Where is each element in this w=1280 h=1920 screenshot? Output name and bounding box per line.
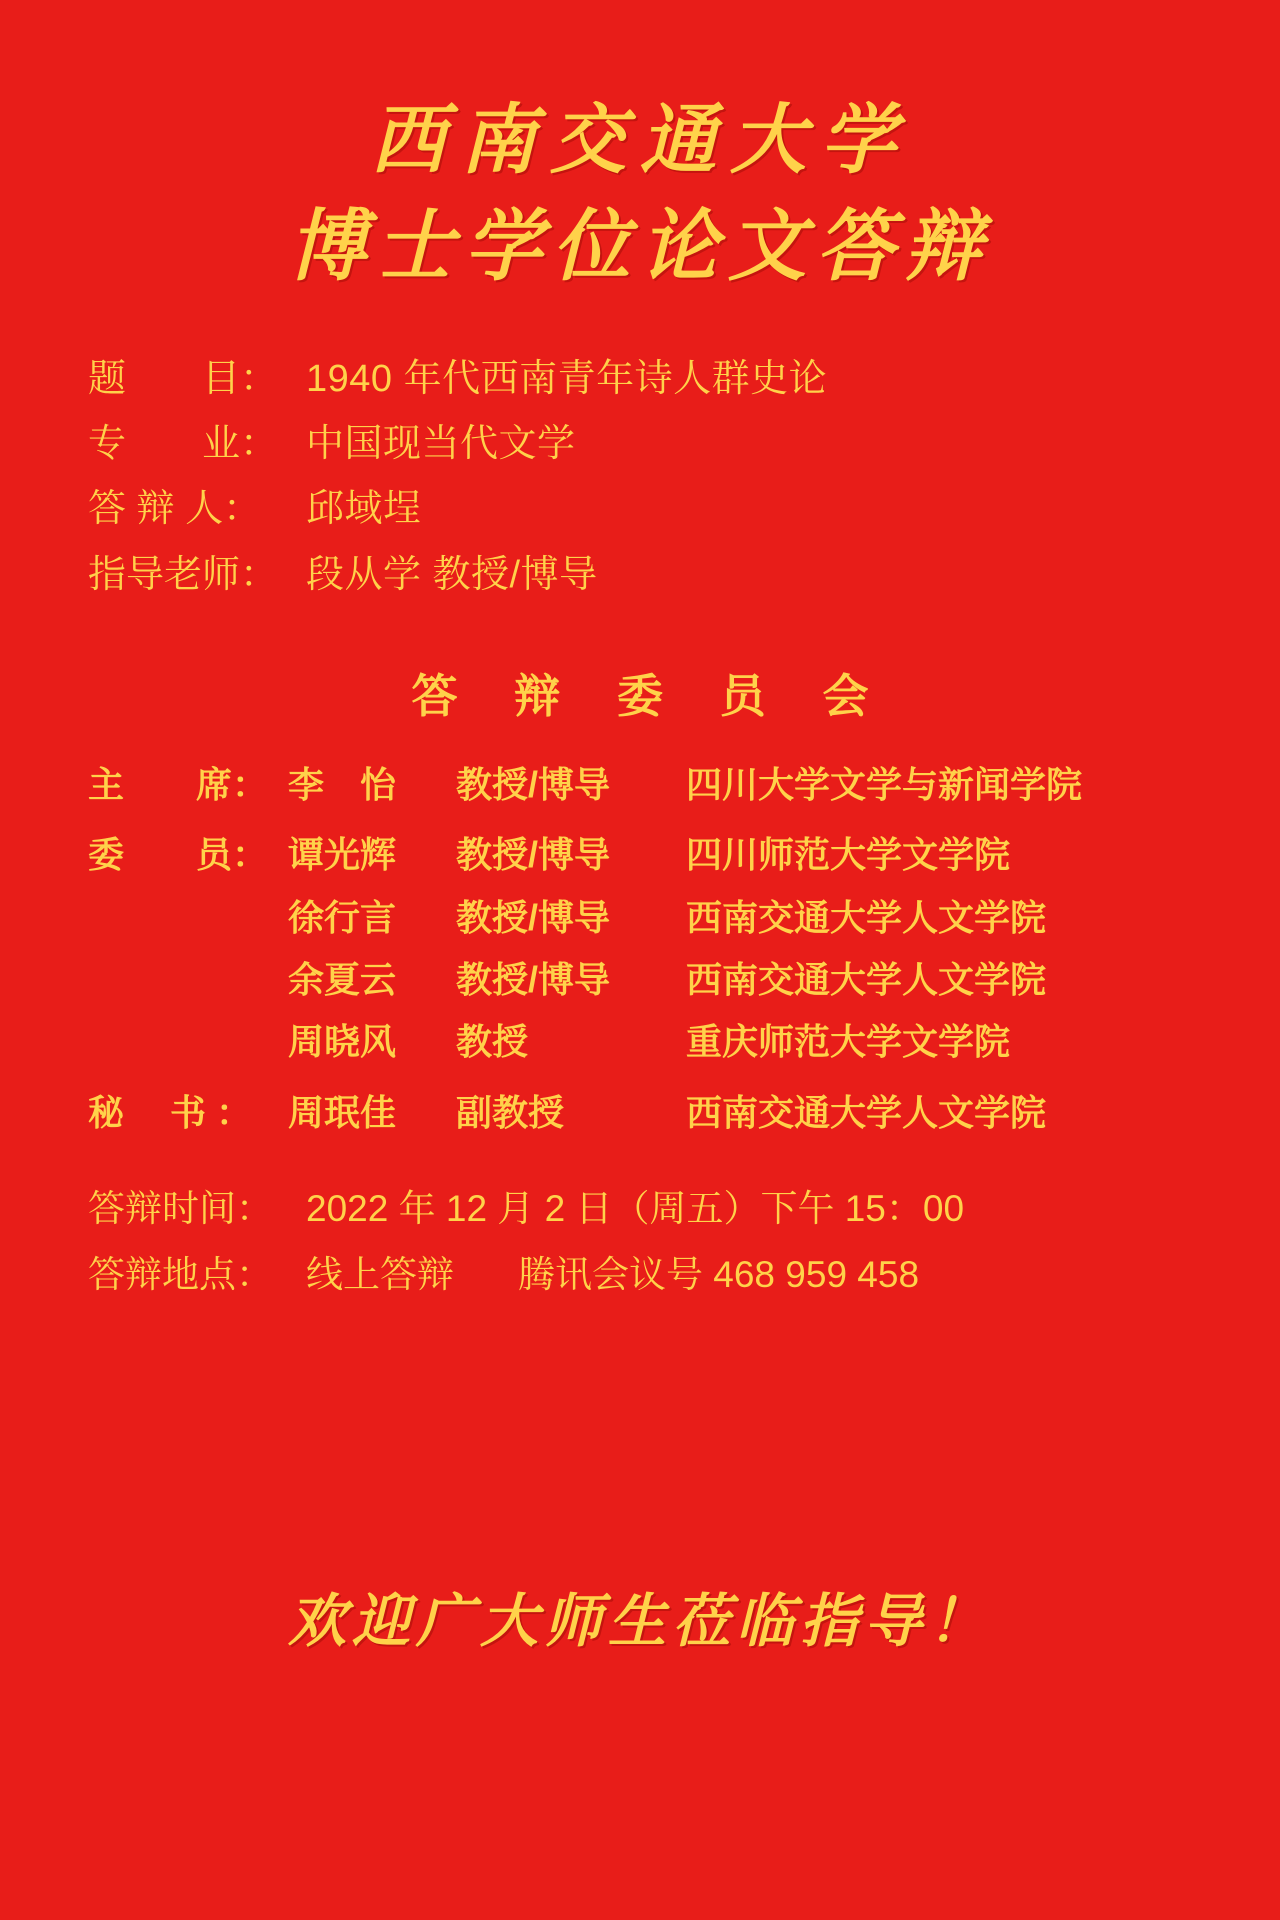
thesis-info-block	[88, 347, 1192, 608]
poster-title-block	[88, 0, 1192, 301]
info-row-major	[88, 412, 1192, 477]
committee-name-member-3: 余夏云	[288, 958, 397, 1000]
committee-rank-secretary: 副教授	[456, 1091, 565, 1133]
committee-rank-member-3: 教授/博导	[456, 958, 611, 1000]
committee-affiliation-member-2: 西南交通大学人文学院	[686, 896, 1047, 938]
committee-affiliation-member-3: 西南交通大学人文学院	[686, 958, 1047, 1000]
committee-list	[88, 756, 1192, 1142]
committee-name-chair: 李 怡	[288, 763, 397, 805]
committee-affiliation-member-1: 四川师范大学文学院	[686, 834, 1011, 876]
committee-row-member-2	[88, 889, 1192, 947]
info-label-advisor: 指导老师：	[88, 553, 279, 596]
schedule-label-place: 答辩地点：	[88, 1253, 273, 1295]
committee-row-secretary	[88, 1084, 1192, 1142]
committee-affiliation-secretary: 西南交通大学人文学院	[686, 1091, 1047, 1133]
schedule-row-place	[88, 1242, 1192, 1308]
schedule-label-time: 答辩时间：	[88, 1187, 273, 1229]
committee-heading: 答 辩 委 员 会	[411, 669, 891, 722]
info-label-candidate: 答 辩 人：	[88, 488, 262, 531]
committee-name-secretary: 周珉佳	[288, 1091, 397, 1133]
welcome-message: 欢迎广大师生莅临指导！	[287, 1587, 992, 1655]
committee-row-member-4	[88, 1013, 1192, 1071]
committee-name-member-2: 徐行言	[288, 896, 397, 938]
info-value-major: 中国现当代文学	[306, 422, 576, 465]
committee-name-member-1: 谭光辉	[288, 834, 397, 876]
committee-role-chair: 主 席：	[88, 763, 269, 805]
committee-affiliation-member-4: 重庆师范大学文学院	[686, 1021, 1011, 1063]
committee-role-member: 委 员：	[88, 834, 269, 876]
committee-affiliation-chair: 四川大学文学与新闻学院	[686, 763, 1083, 805]
committee-rank-chair: 教授/博导	[456, 763, 611, 805]
schedule-value-meeting-id: 腾讯会议号 468 959 458	[518, 1253, 920, 1295]
schedule-value-time: 2022 年 12 月 2 日（周五）下午 15：00	[306, 1187, 965, 1229]
info-label-major: 专 业：	[88, 422, 279, 465]
university-name: 西南交通大学	[370, 95, 910, 184]
poster-title: 博士学位论文答辩	[287, 200, 992, 292]
committee-rank-member-1: 教授/博导	[456, 834, 611, 876]
committee-row-member-1	[88, 826, 1192, 884]
info-row-topic	[88, 347, 1192, 412]
info-row-candidate	[88, 477, 1192, 542]
committee-rank-member-4: 教授	[456, 1021, 529, 1063]
committee-row-member-3	[88, 951, 1192, 1009]
info-value-candidate: 邱域埕	[306, 488, 422, 531]
info-label-topic: 题 目：	[88, 357, 279, 400]
info-value-advisor: 段从学 教授/博导	[306, 553, 598, 596]
info-row-advisor	[88, 543, 1192, 608]
committee-name-member-4: 周晓风	[288, 1021, 397, 1063]
schedule-row-time	[88, 1176, 1192, 1242]
info-value-topic: 1940 年代西南青年诗人群史论	[306, 357, 828, 400]
committee-role-secretary: 秘 书 ：	[88, 1091, 253, 1133]
schedule-value-place: 线上答辩	[306, 1253, 454, 1295]
schedule-block	[88, 1176, 1192, 1308]
committee-row-chair	[88, 756, 1192, 814]
committee-rank-member-2: 教授/博导	[456, 896, 611, 938]
